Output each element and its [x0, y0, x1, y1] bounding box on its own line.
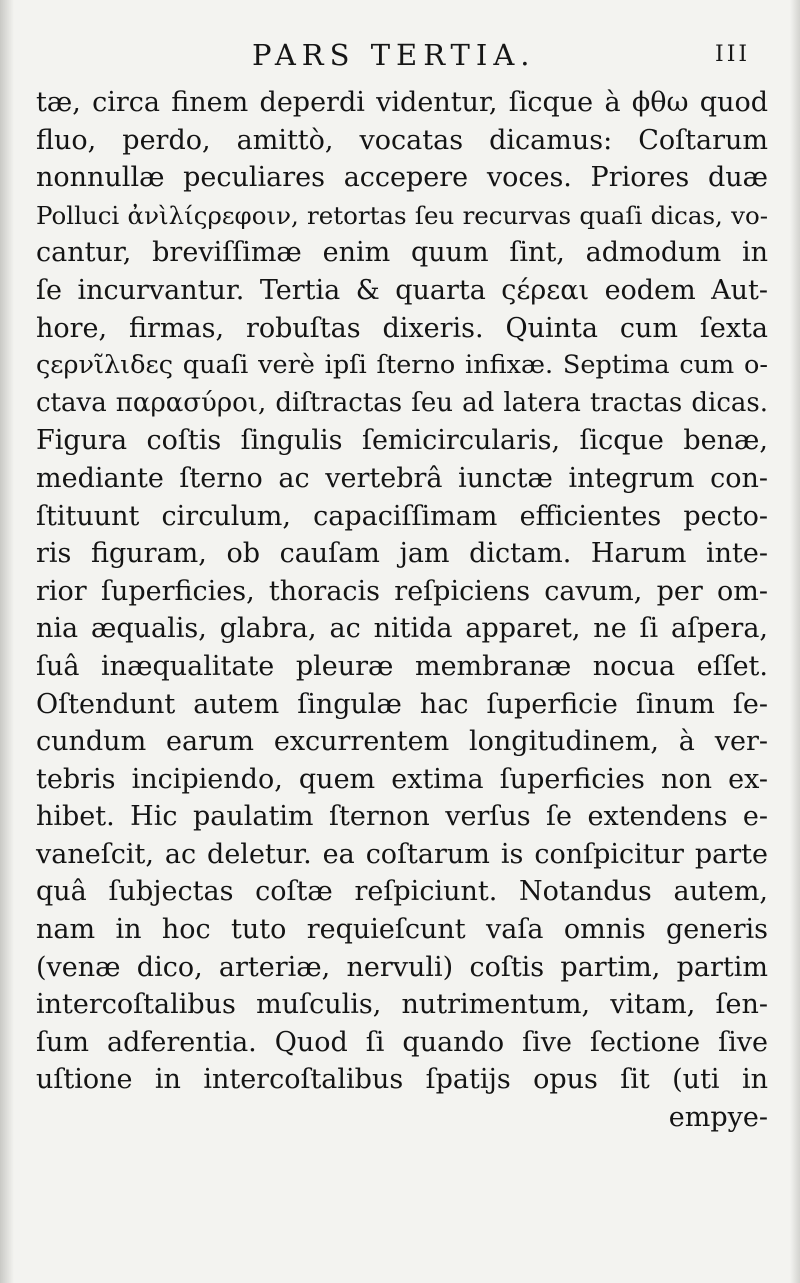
text-line: nia æqualis, glabra, ac nitida apparet, ne ſi aſpera, — [36, 613, 768, 645]
page-number: III — [715, 42, 751, 67]
text-line: fluo, perdo, amittò, vocatas dicamus: Coſtarum — [36, 124, 768, 156]
text-line: ſtituunt circulum, capaciſſimam efficientes pecto- — [36, 500, 768, 532]
text-line: mediante ſterno ac vertebrâ iunctæ integrum con- — [36, 462, 768, 494]
text-line: hibet. Hic paulatim ſternon verſus ſe extendens e- — [36, 801, 768, 833]
text-line: intercoſtalibus muſculis, nutrimentum, vitam, ſen- — [36, 989, 768, 1021]
page-gutter-shadow — [0, 0, 14, 1283]
text-line: Polluci ἀνὶλίςρεφοιν, retortas ſeu recurvas quaſi dicas, vo- — [36, 200, 768, 230]
text-line: nam in hoc tuto requieſcunt vaſa omnis generis — [36, 914, 768, 946]
text-line: ris figuram, ob cauſam jam dictam. Harum inte- — [36, 538, 768, 570]
text-line: (venæ dico, arteriæ, nervuli) coſtis partim, partim — [36, 951, 768, 983]
running-head-title: PARS TERTIA. — [252, 38, 536, 72]
text-line: quâ ſubjectas coſtæ reſpiciunt. Notandus autem, — [36, 876, 768, 908]
text-line: ſe incurvantur. Tertia & quarta ςέρεαι eodem Aut- — [36, 274, 768, 306]
text-line: uſtione in intercoſtalibus ſpatijs opus ſit (uti in — [36, 1064, 768, 1096]
text-line: ſuâ inæqualitate pleuræ membranæ nocua eſſet. — [36, 650, 768, 682]
text-line: ςερνῖλιδες quaſi verè ipſi ſterno infixæ. Septima cum o- — [36, 350, 768, 381]
text-line: tebris incipiendo, quem extima ſuperficies non ex- — [36, 763, 768, 795]
text-line: Oſtendunt autem ſingulæ hac ſuperficie ſinum ſe- — [36, 688, 768, 720]
running-head — [0, 38, 800, 88]
text-line: rior ſuperficies, thoracis reſpiciens cavum, per om- — [36, 575, 768, 607]
text-line: cundum earum excurrentem longitudinem, à ver- — [36, 726, 768, 758]
page-edge-shadow — [790, 0, 800, 1283]
text-line: cantur, breviſſimæ enim quum ſint, admodum in — [36, 237, 768, 269]
text-line: hore, firmas, robuſtas dixeris. Quinta cum ſexta — [36, 312, 768, 344]
text-line: ctava παρασύροι, diſtractas ſeu ad latera tractas dicas. — [36, 387, 768, 418]
text-line: ſum adferentia. Quod ſi quando ſive ſectione ſive — [36, 1026, 768, 1058]
text-line: tæ, circa finem deperdi videntur, ſicque à ϕθω quod — [36, 87, 768, 118]
text-line: vaneſcit, ac deletur. ea coſtarum is conſpicitur parte — [36, 838, 768, 870]
catchword: empye- — [668, 1102, 768, 1134]
text-line: nonnullæ peculiares accepere voces. Priores duæ — [36, 162, 768, 194]
text-line: Figura coſtis ſingulis ſemicircularis, ſicque benæ, — [36, 425, 768, 457]
body-text — [36, 84, 768, 1137]
